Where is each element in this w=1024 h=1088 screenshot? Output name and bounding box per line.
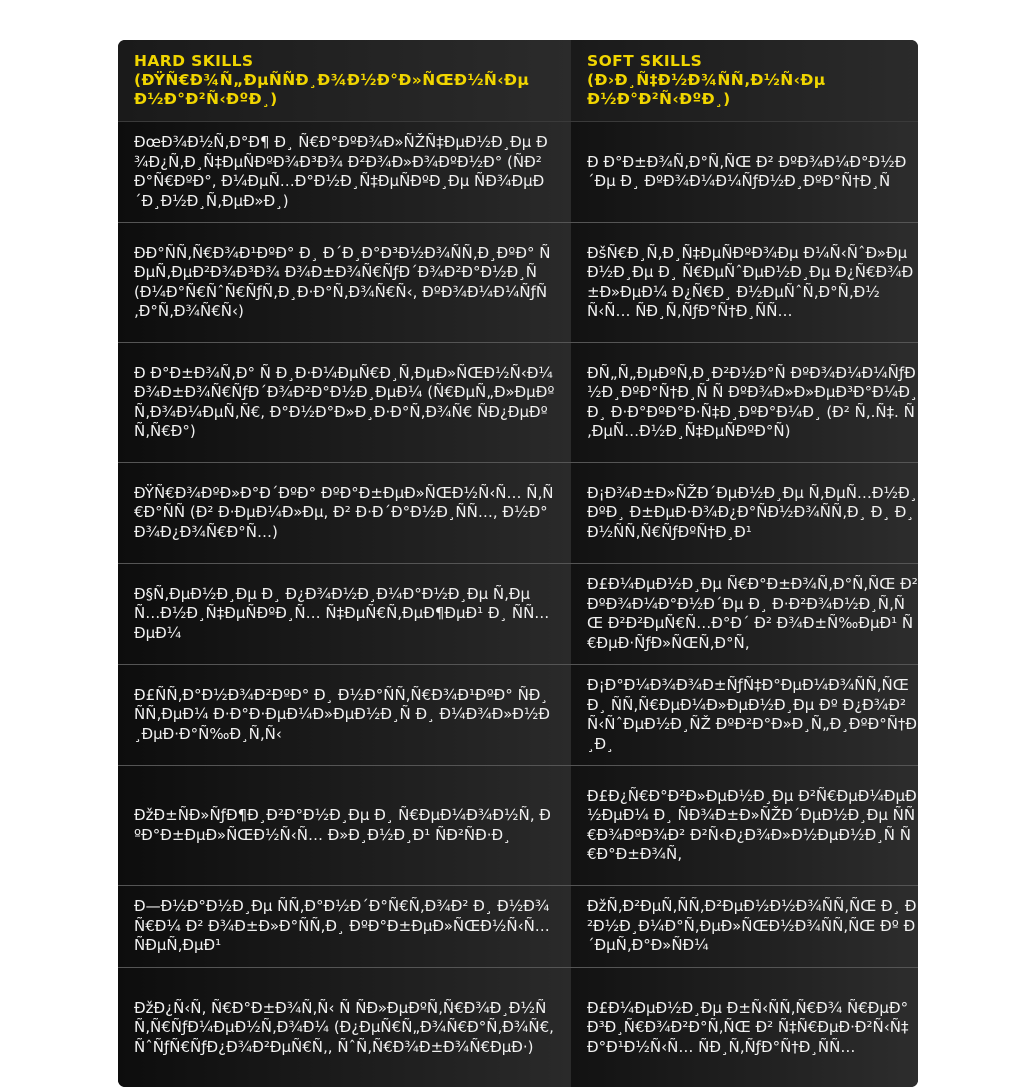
hard-skill-text: ÐŸÑ€Ð¾ÐºÐ»Ð°Ð´ÐºÐ° ÐºÐ°Ð±ÐµÐ»ÑŒÐ½Ñ‹Ñ… Ñ‚Ñ€Ð°ÑÑ (Ð² Ð·ÐµÐ¼Ð»Ðµ, Ð² Ð·Ð´Ð°Ð½Ð¸ÑÑ…, Ð½Ð° Ð¾Ð¿Ð¾Ñ€Ð°Ñ…) [134, 483, 554, 541]
soft-skill-cell [571, 463, 918, 564]
soft-skill-cell [571, 223, 918, 343]
hard-skill-text: Ð£ÑÑ‚Ð°Ð½Ð¾Ð²ÐºÐ° Ð¸ Ð½Ð°ÑÑ‚Ñ€Ð¾Ð¹ÐºÐ° ÑÐ¸ÑÑ‚ÐµÐ¼ Ð·Ð°Ð·ÐµÐ¼Ð»ÐµÐ½Ð¸Ñ Ð¸ Ð¼Ð¾Ð»Ð½Ð¸ÐµÐ·Ð°Ñ‰Ð¸Ñ‚Ñ‹ [134, 685, 551, 743]
table-row [118, 564, 918, 665]
hard-skill-cell [118, 665, 571, 766]
soft-skills-header [571, 40, 918, 122]
table-row [118, 886, 918, 968]
soft-skills-subtitle: (Ð›Ð¸Ñ‡Ð½Ð¾ÑÑ‚Ð½Ñ‹Ðµ Ð½Ð°Ð²Ñ‹ÐºÐ¸) [587, 71, 826, 108]
soft-skill-text: Ð Ð°Ð±Ð¾Ñ‚Ð°Ñ‚ÑŒ Ð² ÐºÐ¾Ð¼Ð°Ð½Ð´Ðµ Ð¸ ÐºÐ¾Ð¼Ð¼ÑƒÐ½Ð¸ÐºÐ°Ñ†Ð¸Ñ [587, 152, 907, 190]
hard-skill-text: Ð Ð°Ð±Ð¾Ñ‚Ð° Ñ Ð¸Ð·Ð¼ÐµÑ€Ð¸Ñ‚ÐµÐ»ÑŒÐ½Ñ‹Ð¼ Ð¾Ð±Ð¾Ñ€ÑƒÐ´Ð¾Ð²Ð°Ð½Ð¸ÐµÐ¼ (Ñ€ÐµÑ„Ð»ÐµÐºÑ‚Ð¾Ð¼ÐµÑ‚Ñ€, Ð°Ð½Ð°Ð»Ð¸Ð·Ð°Ñ‚Ð¾Ñ€ ÑÐ¿ÐµÐºÑ‚Ñ€Ð°) [134, 363, 555, 440]
hard-skill-cell [118, 766, 571, 886]
table-row [118, 968, 918, 1088]
table-row [118, 343, 918, 463]
hard-skill-text: Ð§Ñ‚ÐµÐ½Ð¸Ðµ Ð¸ Ð¿Ð¾Ð½Ð¸Ð¼Ð°Ð½Ð¸Ðµ Ñ‚ÐµÑ…Ð½Ð¸Ñ‡ÐµÑÐºÐ¸Ñ… Ñ‡ÐµÑ€Ñ‚ÐµÐ¶ÐµÐ¹ Ð¸ ÑÑ…ÐµÐ¼ [134, 584, 550, 642]
table-row [118, 766, 918, 886]
table-row [118, 122, 918, 223]
soft-skill-cell [571, 564, 918, 665]
soft-skill-text: Ð£Ð¿Ñ€Ð°Ð²Ð»ÐµÐ½Ð¸Ðµ Ð²Ñ€ÐµÐ¼ÐµÐ½ÐµÐ¼ Ð¸ ÑÐ¾Ð±Ð»ÑŽÐ´ÐµÐ½Ð¸Ðµ ÑÑ€Ð¾ÐºÐ¾Ð² Ð²Ñ‹Ð¿Ð¾Ð»Ð½ÐµÐ½Ð¸Ñ Ñ€Ð°Ð±Ð¾Ñ‚ [587, 786, 917, 863]
table-row [118, 223, 918, 343]
soft-skill-text: Ð£Ð¼ÐµÐ½Ð¸Ðµ Ð±Ñ‹ÑÑ‚Ñ€Ð¾ Ñ€ÐµÐ°Ð³Ð¸Ñ€Ð¾Ð²Ð°Ñ‚ÑŒ Ð² Ñ‡Ñ€ÐµÐ·Ð²Ñ‹Ñ‡Ð°Ð¹Ð½Ñ‹Ñ… ÑÐ¸Ñ‚ÑƒÐ°Ñ†Ð¸ÑÑ… [587, 998, 909, 1056]
soft-skill-text: Ð£Ð¼ÐµÐ½Ð¸Ðµ Ñ€Ð°Ð±Ð¾Ñ‚Ð°Ñ‚ÑŒ Ð² ÐºÐ¾Ð¼Ð°Ð½Ð´Ðµ Ð¸ Ð·Ð²Ð¾Ð½Ð¸Ñ‚ÑŒ Ð²Ð²ÐµÑ€Ñ…Ð°Ð´ Ð² Ð¾Ð±Ñ‰ÐµÐ¹ Ñ€ÐµÐ·ÑƒÐ»ÑŒÑ‚Ð°Ñ‚ [587, 575, 918, 652]
hard-skills-title: HARD SKILLS [134, 52, 254, 70]
soft-skill-cell [571, 886, 918, 968]
soft-skill-cell [571, 343, 918, 463]
soft-skill-text: ÐÑ„Ñ„ÐµÐºÑ‚Ð¸Ð²Ð½Ð°Ñ ÐºÐ¾Ð¼Ð¼ÑƒÐ½Ð¸ÐºÐ°Ñ†Ð¸Ñ Ñ ÐºÐ¾Ð»Ð»ÐµÐ³Ð°Ð¼Ð¸ Ð¸ Ð·Ð°ÐºÐ°Ð·Ñ‡Ð¸ÐºÐ°Ð¼Ð¸ (Ð² Ñ‚.Ñ‡. Ñ‚ÐµÑ…Ð½Ð¸Ñ‡ÐµÑÐºÐ°Ñ) [587, 363, 918, 440]
hard-skill-cell [118, 886, 571, 968]
soft-skill-cell [571, 665, 918, 766]
soft-skill-text: ÐšÑ€Ð¸Ñ‚Ð¸Ñ‡ÐµÑÐºÐ¾Ðµ Ð¼Ñ‹ÑˆÐ»ÐµÐ½Ð¸Ðµ Ð¸ Ñ€ÐµÑˆÐµÐ½Ð¸Ðµ Ð¿Ñ€Ð¾Ð±Ð»ÐµÐ¼ Ð¿Ñ€Ð¸ Ð½ÐµÑˆÑ‚Ð°Ñ‚Ð½Ñ‹Ñ… ÑÐ¸Ñ‚ÑƒÐ°Ñ†Ð¸ÑÑ… [587, 243, 914, 320]
soft-skill-text: Ð¡Ð¾Ð±Ð»ÑŽÐ´ÐµÐ½Ð¸Ðµ Ñ‚ÐµÑ…Ð½Ð¸ÐºÐ¸ Ð±ÐµÐ·Ð¾Ð¿Ð°ÑÐ½Ð¾ÑÑ‚Ð¸ Ð¸ Ð¸Ð½ÑÑ‚Ñ€ÑƒÐºÑ†Ð¸Ð¹ [587, 483, 918, 541]
soft-skill-cell [571, 766, 918, 886]
hard-skill-text: ÐœÐ¾Ð½Ñ‚Ð°Ð¶ Ð¸ Ñ€Ð°ÐºÐ¾Ð»ÑŽÑ‡ÐµÐ½Ð¸Ðµ Ð¾Ð¿Ñ‚Ð¸Ñ‡ÐµÑÐºÐ¾Ð³Ð¾ Ð²Ð¾Ð»Ð¾ÐºÐ½Ð° (ÑÐ²Ð°Ñ€ÐºÐ°, Ð¼ÐµÑ…Ð°Ð½Ð¸Ñ‡ÐµÑÐºÐ¸Ðµ ÑÐ¾ÐµÐ´Ð¸Ð½Ð¸Ñ‚ÐµÐ»Ð¸) [134, 133, 548, 210]
hard-skill-text: ÐÐ°ÑÑ‚Ñ€Ð¾Ð¹ÐºÐ° Ð¸ Ð´Ð¸Ð°Ð³Ð½Ð¾ÑÑ‚Ð¸ÐºÐ° ÑÐµÑ‚ÐµÐ²Ð¾Ð³Ð¾ Ð¾Ð±Ð¾Ñ€ÑƒÐ´Ð¾Ð²Ð°Ð½Ð¸Ñ (Ð¼Ð°Ñ€ÑˆÑ€ÑƒÑ‚Ð¸Ð·Ð°Ñ‚Ð¾Ñ€Ñ‹, ÐºÐ¾Ð¼Ð¼ÑƒÑ‚Ð°Ñ‚Ð¾Ñ€Ñ‹) [134, 243, 551, 320]
hard-skill-text: Ð—Ð½Ð°Ð½Ð¸Ðµ ÑÑ‚Ð°Ð½Ð´Ð°Ñ€Ñ‚Ð¾Ð² Ð¸ Ð½Ð¾Ñ€Ð¼ Ð² Ð¾Ð±Ð»Ð°ÑÑ‚Ð¸ ÐºÐ°Ð±ÐµÐ»ÑŒÐ½Ñ‹Ñ… ÑÐµÑ‚ÐµÐ¹ [134, 897, 550, 955]
soft-skill-text: Ð¡Ð°Ð¼Ð¾Ð¾Ð±ÑƒÑ‡Ð°ÐµÐ¼Ð¾ÑÑ‚ÑŒ Ð¸ ÑÑ‚Ñ€ÐµÐ¼Ð»ÐµÐ½Ð¸Ðµ Ðº Ð¿Ð¾Ð²Ñ‹ÑˆÐµÐ½Ð¸ÑŽ ÐºÐ²Ð°Ð»Ð¸Ñ„Ð¸ÐºÐ°Ñ†Ð¸Ð¸ [587, 676, 918, 753]
soft-skill-text: ÐžÑ‚Ð²ÐµÑ‚ÑÑ‚Ð²ÐµÐ½Ð½Ð¾ÑÑ‚ÑŒ Ð¸ Ð²Ð½Ð¸Ð¼Ð°Ñ‚ÐµÐ»ÑŒÐ½Ð¾ÑÑ‚ÑŒ Ðº Ð´ÐµÑ‚Ð°Ð»ÑÐ¼ [587, 897, 917, 955]
hard-skill-cell [118, 223, 571, 343]
hard-skill-cell [118, 463, 571, 564]
table-row [118, 463, 918, 564]
hard-skill-cell [118, 564, 571, 665]
hard-skills-subtitle: (ÐŸÑ€Ð¾Ñ„ÐµÑÑÐ¸Ð¾Ð½Ð°Ð»ÑŒÐ½Ñ‹Ðµ Ð½Ð°Ð²Ñ‹ÐºÐ¸) [134, 71, 530, 108]
hard-skills-header [118, 40, 571, 122]
hard-skill-cell [118, 122, 571, 223]
skills-table-card [118, 40, 918, 1087]
table-header-row [118, 40, 918, 122]
soft-skills-title: SOFT SKILLS [587, 52, 703, 70]
table-row [118, 665, 918, 766]
hard-skill-cell [118, 343, 571, 463]
hard-skill-text: ÐžÐ±ÑÐ»ÑƒÐ¶Ð¸Ð²Ð°Ð½Ð¸Ðµ Ð¸ Ñ€ÐµÐ¼Ð¾Ð½Ñ‚ ÐºÐ°Ð±ÐµÐ»ÑŒÐ½Ñ‹Ñ… Ð»Ð¸Ð½Ð¸Ð¹ ÑÐ²ÑÐ·Ð¸ [134, 806, 551, 844]
hard-skill-cell [118, 968, 571, 1088]
skills-table [118, 40, 918, 1087]
hard-skill-text: ÐžÐ¿Ñ‹Ñ‚ Ñ€Ð°Ð±Ð¾Ñ‚Ñ‹ Ñ ÑÐ»ÐµÐºÑ‚Ñ€Ð¾Ð¸Ð½ÑÑ‚Ñ€ÑƒÐ¼ÐµÐ½Ñ‚Ð¾Ð¼ (Ð¿ÐµÑ€Ñ„Ð¾Ñ€Ð°Ñ‚Ð¾Ñ€, ÑˆÑƒÑ€ÑƒÐ¿Ð¾Ð²ÐµÑ€Ñ‚, ÑˆÑ‚Ñ€Ð¾Ð±Ð¾Ñ€ÐµÐ·) [134, 998, 554, 1056]
soft-skill-cell [571, 122, 918, 223]
soft-skill-cell [571, 968, 918, 1088]
